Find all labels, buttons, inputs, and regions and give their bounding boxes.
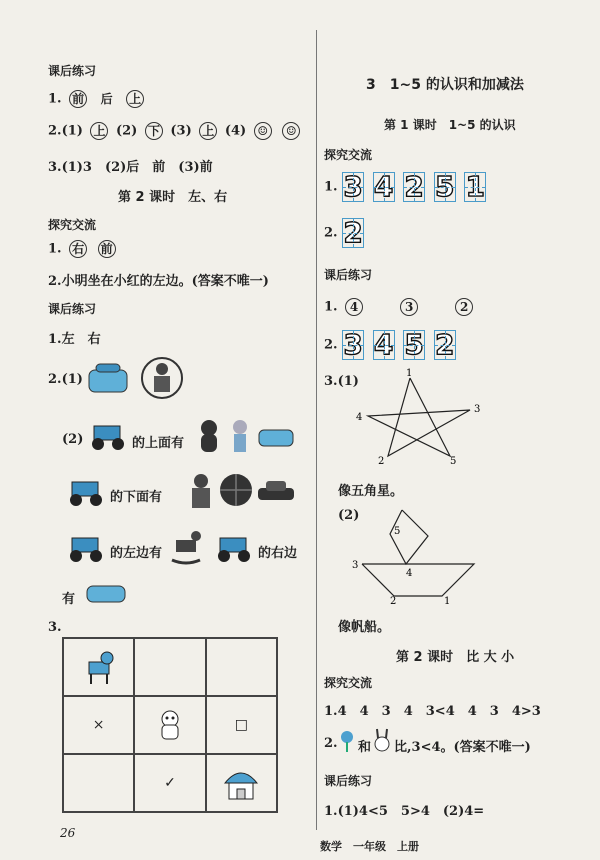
face-icon: ☺ bbox=[254, 122, 272, 140]
page-number: 26 bbox=[60, 826, 76, 840]
digit-row: 2. 2 bbox=[324, 216, 363, 249]
doll-icon bbox=[228, 418, 252, 454]
tractor-icon bbox=[214, 532, 254, 564]
telephone-icon bbox=[86, 360, 130, 400]
point-label: 1 bbox=[406, 368, 413, 379]
grid-cell bbox=[134, 638, 205, 696]
circled-answer: 前 bbox=[69, 90, 87, 108]
square-mark: □ bbox=[234, 717, 248, 733]
circled-answer: 前 bbox=[98, 240, 116, 258]
answer-line: 2. bbox=[324, 736, 338, 751]
answer: 后 bbox=[100, 92, 113, 106]
circled-answer: 上 bbox=[90, 122, 108, 140]
grid-cell bbox=[206, 638, 277, 696]
answer-text: 有 bbox=[62, 592, 76, 607]
section-heading: 课后练习 bbox=[48, 302, 97, 316]
lesson-title: 第 2 课时 比 大 小 bbox=[396, 650, 515, 665]
answer-line: 1. 前 后 上 bbox=[48, 90, 147, 108]
section-heading: 探究交流 bbox=[324, 148, 373, 162]
circled-answer: 下 bbox=[145, 122, 163, 140]
basketball-icon bbox=[218, 472, 254, 508]
face-icon: ☺ bbox=[282, 122, 300, 140]
teddy-bear-icon bbox=[194, 418, 224, 454]
chapter-title: 3 1~5 的认识和加减法 bbox=[366, 77, 524, 93]
robot-icon bbox=[186, 472, 216, 510]
answer-line: 1. 4 3 2 bbox=[324, 298, 476, 316]
circled-answer: 右 bbox=[69, 240, 87, 258]
point-label: 3 bbox=[474, 404, 481, 415]
page-footer: 数学 一年级 上册 bbox=[320, 840, 419, 853]
car-icon bbox=[256, 478, 296, 506]
answer-line: 2.(1) bbox=[48, 372, 83, 387]
position-grid bbox=[62, 637, 278, 813]
flower-icon bbox=[338, 730, 356, 752]
traced-digit: 3 bbox=[343, 170, 363, 203]
cross-mark: × bbox=[92, 717, 105, 733]
tractor-icon bbox=[88, 420, 128, 452]
answer-line: 2.小明坐在小红的左边。(答案不唯一) bbox=[48, 274, 269, 289]
answer-line: 1. 右 前 bbox=[48, 240, 119, 258]
answer-text: 的上面有 bbox=[132, 436, 185, 451]
house-icon bbox=[221, 763, 261, 803]
traced-digit: 1 bbox=[465, 170, 485, 203]
check-mark: ✓ bbox=[164, 775, 176, 791]
answer-line: 1.(1)4<5 5>4 (2)4= bbox=[324, 804, 485, 819]
tractor-icon bbox=[66, 532, 106, 564]
circled-answer: 上 bbox=[126, 90, 144, 108]
traced-digit: 4 bbox=[373, 328, 394, 361]
section-heading: 课后练习 bbox=[48, 64, 97, 78]
grid-cell bbox=[206, 754, 277, 812]
question-label: (2) bbox=[338, 508, 360, 523]
telephone-icon bbox=[84, 580, 128, 606]
question-label: 3.(1) bbox=[324, 374, 359, 389]
traced-digit: 2 bbox=[343, 216, 363, 249]
dog-icon bbox=[154, 707, 186, 743]
digit-row: 2. 3 4 5 2 bbox=[324, 328, 455, 361]
answer-text: 像帆船。 bbox=[338, 620, 391, 635]
section-heading: 课后练习 bbox=[324, 268, 373, 282]
lesson-title: 第 2 课时 左、右 bbox=[118, 190, 228, 205]
lesson-title: 第 1 课时 1~5 的认识 bbox=[384, 118, 516, 132]
answer-line: 3.(1)3 (2)后 前 (3)前 bbox=[48, 160, 213, 175]
circled-answer: 4 bbox=[345, 298, 363, 316]
column-divider bbox=[316, 30, 317, 830]
answer-text: 和 bbox=[358, 740, 372, 755]
digit-row: 1. 3 4 2 5 1 bbox=[324, 170, 485, 203]
traced-digit: 5 bbox=[404, 328, 424, 361]
answer-text: 像五角星。 bbox=[338, 484, 404, 499]
grid-cell bbox=[63, 638, 134, 696]
traced-digit: 2 bbox=[404, 170, 424, 203]
section-heading: 探究交流 bbox=[48, 218, 97, 232]
point-label: 3 bbox=[352, 560, 359, 571]
grid-cell bbox=[63, 754, 134, 812]
traced-digit: 2 bbox=[434, 328, 455, 361]
answer-line: (2) bbox=[62, 432, 84, 447]
circled-answer: 3 bbox=[400, 298, 418, 316]
telephone-icon bbox=[256, 424, 296, 450]
section-heading: 课后练习 bbox=[324, 774, 373, 788]
traced-digit: 4 bbox=[373, 170, 394, 203]
answer-line: 1.4 4 3 4 3<4 4 3 4>3 bbox=[324, 704, 541, 719]
goat-icon bbox=[83, 648, 115, 686]
answer-text: 的下面有 bbox=[110, 490, 163, 505]
section-heading: 探究交流 bbox=[324, 676, 373, 690]
circled-answer: 上 bbox=[199, 122, 217, 140]
point-label: 2 bbox=[378, 456, 385, 467]
traced-digit: 5 bbox=[434, 170, 455, 203]
answer-text: 的右边 bbox=[258, 546, 298, 561]
rocking-horse-icon bbox=[166, 526, 206, 566]
traced-digit: 3 bbox=[343, 328, 363, 361]
grid-cell bbox=[63, 696, 134, 754]
star-drawing bbox=[346, 366, 486, 468]
answer-line: 1.左 右 bbox=[48, 332, 101, 347]
grid-cell bbox=[206, 696, 277, 754]
grid-cell bbox=[134, 696, 205, 754]
rabbit-icon bbox=[372, 728, 392, 752]
point-label: 2 bbox=[390, 596, 397, 604]
point-label: 5 bbox=[394, 526, 401, 537]
tractor-icon bbox=[66, 476, 106, 508]
point-label: 4 bbox=[356, 412, 363, 423]
point-label: 4 bbox=[406, 568, 413, 579]
circled-answer: 2 bbox=[455, 298, 473, 316]
answer-text: 比,3<4。(答案不唯一) bbox=[394, 740, 531, 755]
robot-icon bbox=[140, 354, 184, 404]
sailboat-drawing bbox=[348, 502, 488, 604]
question-number: 3. bbox=[48, 620, 62, 635]
answer-line: 2.(1) 上 (2) 下 (3) 上 (4) ☺ ☺ bbox=[48, 122, 303, 140]
answer-text: 的左边有 bbox=[110, 546, 163, 561]
grid-cell bbox=[134, 754, 205, 812]
point-label: 1 bbox=[444, 596, 451, 604]
point-label: 5 bbox=[450, 456, 457, 467]
